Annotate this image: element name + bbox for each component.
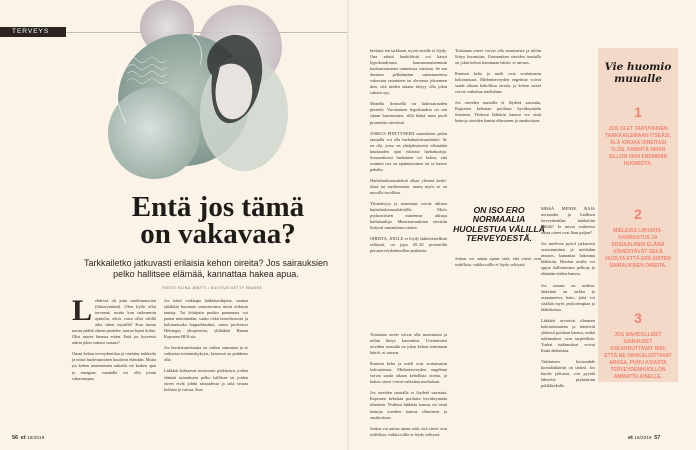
body-column-2 [164, 298, 248, 426]
sidebar-tip: JOS MAHDOLLISET SAIRAUDET ASKARRUTTAVAT NIIN, ETTÄ NE HANKALOITTAVAT ARKEA, PUHU ASIASTA TERVEYDENHUOLLON AMMATTILAISELLE. [604, 332, 672, 380]
article-lead: Tarkkailetko jatkuvasti erilaisia kehon oireita? Jos sairauksien pelko hallitsee elämää, kannattaa hakea apua. [83, 258, 329, 279]
body-paragraph: Toisinaan oireet voivat olla moninaisia ja niihin liittyy kuormitus. Useimmiten oireiden taustalla on jokin kehon toiminnan häiriö, ei sairaus. [370, 332, 447, 356]
sidebar-number: 1 [634, 104, 642, 120]
headline-line-1: Entä jos tämä [131, 191, 305, 223]
body-paragraph: herkästi ten tarkkaan, nyytä oireille ei löydy. Ona näistä henkilöistä voi käsyä hypokondriasta, kansanomaisemmin luulosairaustena tunnetusta vaivasta. Se saa ihmisen pelkäämään sairastuneensa vakavaan sairauteen tai olevansa jokseneen niin, että niiden takana täytyy olla jokin vakava syy. [370, 48, 447, 96]
sidebar-number: 3 [634, 310, 642, 326]
body-column-5b [455, 256, 541, 426]
sidebar-tip: MIELEIÄS LIIKUNTA-HARRASTUS JA SOSIAALINEN ELÄMÄ VÄHENTÄVÄT SEKÄ HUOLTA ETTÄ ERILAISTEN SAIRAUKSIEN OIREITA. [605, 228, 671, 269]
folio-right [628, 435, 660, 441]
body-paragraph: Jos mielessä pyörii jatkuvasti sairastuminen ja mielialan muutos, kannattaa hakeutua lääkäriin. Hoidon avulla voi oppia hallitsemaan pelkoja ja elämään niiden kanssa. [541, 241, 595, 277]
body-paragraph: Jos huolestuneisuutta on vaikea saamutaa ja se vaikuttaa toimintakykyyn, kyseessä on poikkeus olla. [164, 345, 248, 363]
page-gutter [347, 0, 349, 450]
body-paragraph: Ihmisen keho ja mieli ovat erottamaton kokonaisuus. Mielenterveyden ongelmat voivat saada aikaan kehollisia oireita, ja kehon oireet voivat vaikuttaa mielialaan. [455, 71, 541, 95]
body-paragraph: Jos oireiden taustalla ei löydetä sairautta, Koponen kehottaa potilasta hyväksymään tilanteen. Yhdessä lääkärin kanssa voi etsiä keinoja oireiden kanssa elämiseen ja omahoitoon. [370, 390, 447, 420]
sidebar-title: Vie huomio muualle [604, 61, 672, 85]
article-headline [88, 191, 348, 250]
folio-left [12, 435, 44, 441]
circle-shape [108, 87, 200, 179]
body-paragraph: Joskus voi auttaa ajatus siitä, että oireet ovat todellisia, vaikka niille ei löydy selitystä. [370, 425, 447, 437]
drop-cap: L [72, 294, 93, 327]
body-paragraph: Jos oireiden taustalla ei löydetä sairautta, Koponen kehottaa potilasta hyväksymään tilanteen. Yhdessä lääkärin kanssa voi etsiä keinoja oireiden kanssa elämiseen ja omahoitoon. [455, 100, 541, 124]
body-column-7 [541, 206, 595, 426]
hero-illustration [92, 5, 302, 205]
byline: TEKSTI ELINA JÄNTTI • KUVITUS GETTY IMAGES [161, 286, 263, 290]
body-paragraph: Lääkärit arvioivat tilanteen kokonaisuutena ja miettivät yhdessä potilaan kanssa, mitkä tutkimukset ovat tarpeellisia. Turhat tutkimukset voivat lisätä ahdistusta. [541, 317, 595, 353]
body-paragraph: Jos luket vaikkapa lääkäriartikjeita, saattaa yhtäkkiä huomata sairastavansa niistä erilaisia tauteja. Tai lehtijuttu puskin puenanata voi panna mietitimään, saako riskä borreliooosin ja halvaantuako loppuelämäksi, sanoo professori Helsingin yliopistosta, ylilääkäri Hannu Koponen HUS:sta. [164, 298, 248, 340]
sidebar-number: 2 [634, 206, 642, 222]
sidebar-tip: JOS OLET TAIPUVAINEN TARKKAILEMAAN ITSEÄSI, ÄLÄ KIRJAA OIREITASI YLÖS. KIINNITÄ NIIHIN SILLON VAIN ENEMMÄN HUOMIOTA. [605, 126, 671, 167]
body-paragraph: ehdessä oli juttu ruoditunnyrien (hikiotymästä). Olen kyllä ollut terveenä, mutta kun tarkemmin ajattelin, eikös vatsa ollut välillä aika sitten inysällä? Kun tuosta navan pääliä oikein painelee, tuntuu kipeä kohta. Olisi muyin hiemaa eriten. Entä jos kyseessä onkin jokin vakava sairaus? [72, 298, 156, 346]
headline-line-2: on vakavaa? [140, 218, 296, 250]
body-column-1 [72, 294, 156, 426]
issue-number: 16/2019 [27, 436, 45, 441]
body-column-5a [455, 48, 541, 196]
body-paragraph: Yksinäisyys ja masennus voivat altistaa harhaluuloisuushäiriölle. Myös psykoottisten masennus altistaa harhaluuloja. Muistisairauksien oireisiin liittyvät samanlaisia oireita. [370, 201, 447, 231]
issue-number: 16/2019 [634, 436, 652, 441]
woman-portrait-illustration [92, 5, 302, 205]
body-paragraph: JOSKUS PINTTYNEEN sairauksien pelon taustalla voi olla harhaluuloisuushäiriö. Se on tila, jossa on yhtäjaksoisesti vähintään kuukauden ajan erilaisia harhaluuloja. Somaattisesti harhainen voi kokea, että ruumiin osa on epämuotoinen tai se haisee pahalta. [370, 130, 447, 172]
body-paragraph: Joskus voi auttaa ajatus siitä, että oireet ovat todellisia, vaikka niille ei löydy selitystä. [455, 256, 541, 268]
body-paragraph: Toisinaan oireet voivat olla moninaisia ja niihin liittyy kuormitus. Useimmiten oireiden taustalla on jokin kehon toiminnan häiriö, ei sairaus. [455, 48, 541, 66]
body-paragraph: Vakituinen hoitosuhde luottolääkäriin on tärkeä. Jos huolet jatkuvat, voit pyytää lähetettä psykiatrian poliklinikalle. [541, 359, 595, 389]
body-paragraph: OIREITA, JOILLE ei löydy lääketieteellistä selitystä, on jopa 20–30 prosentilla perusterveydenhuollon potilaista. [370, 236, 447, 254]
page-number: 56 [12, 435, 19, 441]
body-paragraph: Jos sairaus on todettu, tärkeintä on tarkka ja asiantunteva hoito, joka voi sisältää myös psykoterapiaa ja lääkehoitoa. [541, 282, 595, 312]
body-paragraph: Harhaluuloisuushäiriö alkaa yleensä keski-iässä tai myöhemmin, mutta myös se on nuorilla tavallista. [370, 177, 447, 195]
pull-quote: ON ISO ERO NORMAALIA HUOLESTUA VÄLILLÄ TERVEYDESTÄ. [453, 205, 545, 244]
body-paragraph: MISSÄ MENEE RAJA normaalin ja liiallisen terveydentilan tarkkailun välillä? Ja missä vaiheessa omaa oireet ovat liian paljon? [541, 206, 595, 236]
magazine-name: et [20, 435, 26, 441]
section-label: TERVEYS [12, 28, 50, 35]
page-number: 57 [654, 435, 661, 441]
body-paragraph: Ihmisen keho ja mieli ovat erottamaton kokonaisuus. Mielenterveyden ongelmat voivat saada aikaan kehollisia oireita, ja kehon oireet voivat vaikuttaa mielialaan. [370, 361, 447, 385]
body-paragraph: Monella ihmisellä on luulosairauden piirteitä. Varsinainen hypokondria on sen sijaan harvinainen, sillä häntä mnn puoli prosenttia väestöstä. [370, 101, 447, 125]
body-paragraph: Omaa kehon terveydentilaa ja oireiden tarkkailu ja niistä huolestuminen kuuluvat elämään. Mutta jos kehon tuntemusten tarkailu vie kaiken ajan ja energian, tuantalla voi olla jotain vakavampaa. [72, 351, 156, 381]
section-tag [0, 27, 66, 37]
magazine-name: et [628, 435, 633, 441]
body-paragraph: Lääkärit kohtaavat toistuvasti poikkeava, joiden elämää sairauksien pelko hallitsee tai joiden oireet eivät johdu sairaudesta ja siitä seuraa kolmea ja vaivaa. Kun [164, 368, 248, 392]
body-column-4 [370, 332, 447, 437]
